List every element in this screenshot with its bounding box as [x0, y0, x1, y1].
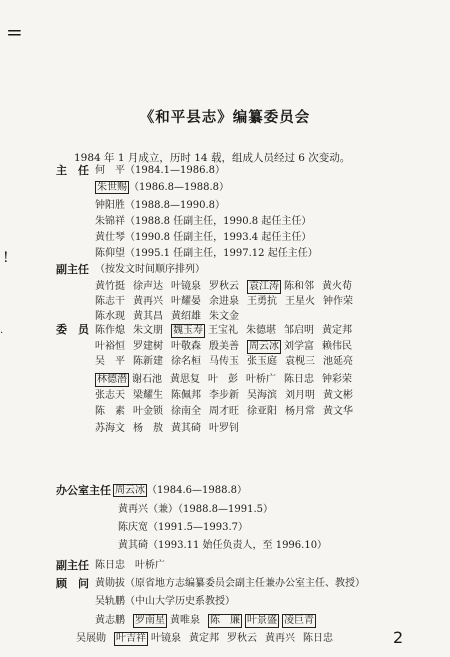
member-name: 吴展勋	[76, 633, 106, 644]
member-name: 叶罗钊	[209, 423, 239, 434]
member-name: 何 平	[95, 165, 125, 176]
member-name: 李步新	[209, 390, 239, 401]
member-name: 叶裕恒	[95, 341, 125, 352]
deputy-label: 副主任	[56, 559, 89, 572]
member-name: 朱文朋	[133, 325, 163, 336]
member-name: 杨 敖	[133, 423, 163, 434]
chair-row	[95, 200, 225, 212]
member-term: （1984.1—1986.8）	[125, 165, 225, 176]
margin-mark: =	[6, 20, 23, 44]
members-row	[95, 390, 361, 402]
office-first	[113, 485, 247, 497]
member-name: 黄再兴	[265, 633, 295, 644]
member-term: （1986.8—1988.8）	[129, 182, 229, 193]
member-name: 陈 廉	[210, 615, 240, 626]
member-name: 钟阳胜	[95, 200, 125, 211]
member-name: 叶敬森	[171, 341, 201, 352]
office-first-note: （1984.6—1988.8）	[147, 485, 247, 496]
members-label: 委 员	[56, 323, 89, 336]
member-name: 叶 彭	[208, 374, 238, 385]
member-name: 黄绍雄	[171, 311, 201, 322]
members-row	[95, 324, 360, 338]
member-name: 袁枧三	[285, 356, 315, 367]
member-name: 殷美善	[209, 341, 239, 352]
member-name: 陈和邻	[284, 281, 314, 292]
members-row	[95, 356, 361, 368]
member-name: 黄再兴	[133, 296, 163, 307]
member-name: 梁耀生	[133, 390, 163, 401]
member-name: 谢石池	[132, 374, 162, 385]
member-name: 罗建树	[133, 341, 163, 352]
member-name: 黄竹挺	[95, 281, 125, 292]
member-name: 钟彩荣	[322, 374, 352, 385]
member-name: 黄定邦	[189, 633, 219, 644]
member-name: 罗秋云	[227, 633, 257, 644]
member-name: 陈作熄	[95, 325, 125, 336]
office-row: 黄再兴（兼）（1988.8—1991.5）	[118, 504, 273, 515]
chair-row	[95, 216, 311, 228]
member-term: （1990.8 任副主任，1993.4 起任主任）	[125, 232, 312, 243]
page-title: 《和平县志》编纂委员会	[139, 109, 311, 126]
vice-chair-row	[95, 296, 361, 308]
deputy-names: 陈日忠 叶桥广	[95, 560, 165, 571]
member-name: 罗南星	[135, 615, 165, 626]
vice-chair-row	[95, 311, 247, 323]
member-name: 刘月明	[285, 390, 315, 401]
advisor-row	[95, 614, 319, 628]
office-row: 黄其碕（1993.11 始任负责人，至 1996.10）	[118, 540, 328, 551]
office-first-name: 周云冰	[115, 485, 145, 496]
advisors-label: 顾 问	[56, 577, 89, 590]
members-row	[95, 406, 361, 418]
member-name: 朱德堪	[246, 325, 276, 336]
member-name: 周云冰	[249, 341, 279, 352]
member-name: 徐南全	[171, 406, 201, 417]
chair-row	[95, 165, 225, 177]
member-name: 黄其碕	[171, 423, 201, 434]
page-number: 2	[393, 628, 404, 647]
member-name: 徐名桓	[171, 356, 201, 367]
member-name: 黄其昌	[133, 311, 163, 322]
member-name: 苏海文	[95, 423, 125, 434]
member-name: 余进泉	[209, 296, 239, 307]
member-name: 叶镜泉	[171, 281, 201, 292]
member-name: 张志天	[95, 390, 125, 401]
member-name: 王星火	[285, 296, 315, 307]
member-name: 叶景盛	[247, 615, 277, 626]
member-name: 陈日忠	[303, 633, 333, 644]
member-name: 叶金锁	[133, 406, 163, 417]
office-row: 陈庆宽（1991.5—1993.7）	[118, 522, 248, 533]
member-name: 罗秋云	[209, 281, 239, 292]
member-name: 王勇抗	[247, 296, 277, 307]
members-row	[95, 373, 360, 387]
member-name: 黄文彬	[323, 390, 353, 401]
advisor-row	[76, 632, 341, 646]
member-name: 黄火荀	[322, 281, 352, 292]
member-name: 黄文华	[323, 406, 353, 417]
member-name: 钟作荣	[323, 296, 353, 307]
member-term: （1988.8—1990.8）	[125, 200, 225, 211]
member-name: 陈日忠	[284, 374, 314, 385]
member-name: 黄思复	[170, 374, 200, 385]
member-term: （1988.8 任副主任，1990.8 起任主任）	[125, 216, 312, 227]
member-name: 叶桥广	[246, 374, 276, 385]
member-name: 吴海滨	[247, 390, 277, 401]
member-name: 朱文金	[209, 311, 239, 322]
member-name: 陈佩邦	[171, 390, 201, 401]
member-name: 叶吉祥	[116, 633, 146, 644]
member-name: 周才旺	[209, 406, 239, 417]
member-term: （1995.1 任副主任，1997.12 起任主任）	[125, 248, 318, 259]
intro-text: 1984 年 1 月成立，历时 14 载，组成人员经过 6 次变动。	[74, 152, 351, 164]
member-name: 叶镜泉	[151, 633, 181, 644]
member-name: 马传玉	[209, 356, 239, 367]
member-name: 徐亚阳	[247, 406, 277, 417]
member-name: 赖伟民	[322, 341, 352, 352]
margin-mark: .	[0, 325, 4, 336]
member-name: 朱锦祥	[95, 216, 125, 227]
members-row	[95, 423, 247, 435]
member-name: 邹启明	[284, 325, 314, 336]
member-name: 魏玉寿	[173, 325, 203, 336]
member-name: 陈水现	[95, 311, 125, 322]
member-name: 陈仰望	[95, 248, 125, 259]
chair-label: 主 任	[56, 164, 89, 177]
member-name: 池延亮	[323, 356, 353, 367]
member-name: 林德潜	[97, 374, 127, 385]
vice-chair-note: （按发文时间顺序排列）	[95, 264, 205, 275]
member-name: 黄定邦	[322, 325, 352, 336]
member-name: 徐声达	[133, 281, 163, 292]
member-name: 陈 素	[95, 406, 125, 417]
member-name: 朱世赐	[97, 182, 127, 193]
member-name: 黄唯泉	[170, 615, 200, 626]
chair-row	[95, 248, 318, 260]
chair-row	[95, 182, 229, 194]
member-name: 黄志鹏	[95, 615, 125, 626]
advisor-line: 吴轨鹏（中山大学历史系教授）	[95, 596, 235, 607]
member-name: 杨月常	[285, 406, 315, 417]
vice-chair-label: 副主任	[56, 263, 89, 276]
member-name: 吴 平	[95, 356, 125, 367]
member-name: 陈志干	[95, 296, 125, 307]
member-name: 刘学富	[284, 341, 314, 352]
member-name: 黄仕琴	[95, 232, 125, 243]
member-name: 叶耀晏	[171, 296, 201, 307]
member-name: 张玉庭	[247, 356, 277, 367]
member-name: 袁江涛	[249, 281, 279, 292]
chair-row	[95, 232, 311, 244]
member-name: 王宝礼	[208, 325, 238, 336]
vice-chair-row	[95, 280, 360, 294]
margin-mark: !	[3, 250, 9, 266]
members-row	[95, 340, 360, 354]
office-label: 办公室主任	[56, 484, 111, 497]
member-name: 凌巨青	[284, 615, 314, 626]
member-name: 陈新建	[133, 356, 163, 367]
advisor-line: 黄勋拔（原省地方志编纂委员会副主任兼办公室主任、教授）	[95, 578, 365, 589]
